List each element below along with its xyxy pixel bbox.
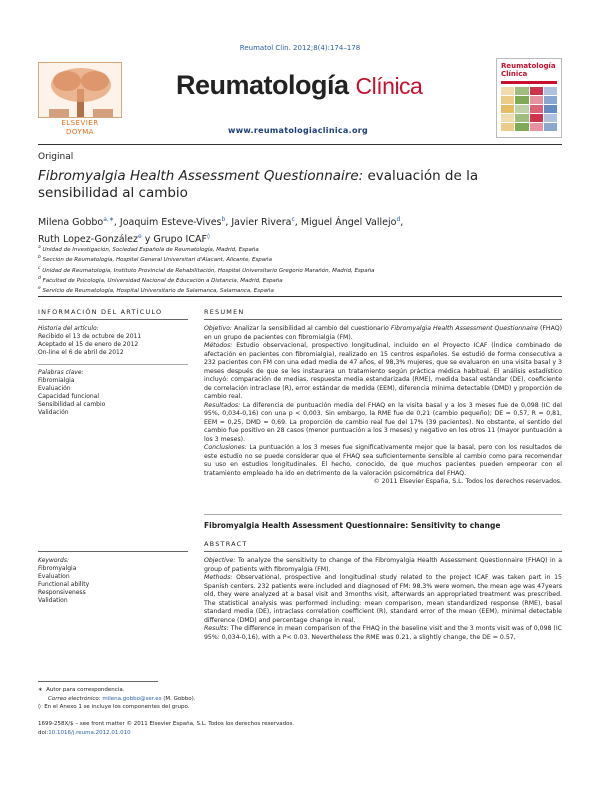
doi-line <box>38 729 294 738</box>
keywords-en-rule <box>38 551 188 552</box>
email-note <box>38 695 338 704</box>
cover-image-tile <box>515 123 528 131</box>
doi-label: doi: <box>38 729 49 736</box>
cover-image-tile <box>530 114 543 122</box>
journal-title <box>176 70 422 101</box>
footnotes <box>38 686 338 712</box>
keyword-item: Validación <box>38 409 69 416</box>
cover-image-tile <box>515 87 528 95</box>
authors <box>38 213 558 246</box>
article-history <box>38 325 178 357</box>
affiliation-text: Unidad de Investigación, Sociedad Española de Reumatología, Madrid, España <box>40 246 259 253</box>
author-separator: , <box>225 217 232 229</box>
cover-image-tile <box>544 114 557 122</box>
affiliation-marker: d <box>38 275 41 281</box>
cover-image-tile <box>515 114 528 122</box>
cover-image-tile <box>530 96 543 104</box>
objetivo-text-italic: Fibromyalgia Health Assessment Questionnaire <box>390 325 538 332</box>
cover-image-tile <box>530 123 543 131</box>
info-rule <box>38 319 188 320</box>
keywords-list <box>38 377 178 417</box>
masthead <box>38 58 562 142</box>
affiliation-item <box>38 244 562 254</box>
author-name: Miguel Ángel Vallejo <box>300 217 397 229</box>
cover-image-tile <box>501 123 514 131</box>
author-separator: , <box>294 217 301 229</box>
section-label: Original <box>38 152 74 162</box>
english-title: Fibromyalgia Health Assessment Questionnaire: Sensitivity to change <box>204 521 501 530</box>
cover-image-tile <box>501 105 514 113</box>
author-affiliation-marker[interactable]: ◊ <box>206 232 210 240</box>
footnote-rule <box>38 681 158 682</box>
email-label: Correo electrónico: <box>48 695 101 702</box>
cover-image-tile <box>515 105 528 113</box>
affiliations <box>38 244 562 296</box>
keywords-en-label: Keywords: <box>38 557 69 564</box>
publisher-name-line2: DOYMA <box>65 128 95 136</box>
keyword-item: Capacidad funcional <box>38 393 100 400</box>
resumen-resultados <box>204 402 562 445</box>
affiliation-text: Facultad de Psicología, Universidad Nacional de Educación a Distancia, Madrid, España <box>40 277 283 284</box>
abstract-body <box>204 557 562 642</box>
author-separator: , <box>400 217 404 229</box>
affiliation-item <box>38 265 562 275</box>
keyword-en-item: Functional ability <box>38 581 90 588</box>
keyword-item: Sensibilidad al cambio <box>38 401 106 408</box>
journal-name: Reumatología <box>176 70 349 100</box>
issn-line: 1699-258X/$ – see front matter © 2011 Elsevier España, S.L. Todos los derechos reservados. <box>38 721 295 727</box>
publisher-logo <box>38 62 122 136</box>
affiliation-text: Unidad de Reumatología, Instituto Provincial de Rehabilitación, Hospital Universitario Gregorio Marañón, Madrid, España <box>40 267 375 274</box>
resumen-metodos <box>204 342 562 402</box>
abstract-rule <box>204 551 562 552</box>
affiliation-item <box>38 254 562 264</box>
keyword-en-item: Validation <box>38 597 68 604</box>
keywords-en <box>38 557 178 605</box>
doi-link[interactable]: 10.1016/j.reuma.2012.01.010 <box>48 729 131 736</box>
resultados-label: Resultados: <box>204 401 241 409</box>
author-affiliation-marker[interactable]: c <box>291 216 295 223</box>
email-after: (M. Gobbo). <box>161 695 196 702</box>
author-name: Joaquim Esteve-Vives <box>119 217 222 229</box>
objetivo-text-post: (FHAQ) en un grupo de pacientes con fibromialgia (FM). <box>204 325 562 341</box>
article-title-italic: Fibromyalgia Health Assessment Questionnaire: <box>38 168 364 184</box>
abstract-objective <box>204 557 562 574</box>
group-text: En el Anexo 1 se incluye los componentes del grupo. <box>44 704 190 710</box>
cover-image-tile <box>544 105 557 113</box>
cover-image-tile <box>544 96 557 104</box>
cover-image-tile <box>501 114 514 122</box>
info-heading: INFORMACIÓN DEL ARTÍCULO <box>38 308 163 316</box>
authors-line-1 <box>38 213 558 230</box>
abstract-methods <box>204 574 562 625</box>
article-title <box>38 168 518 202</box>
conclusiones-label: Conclusiones: <box>204 444 247 451</box>
keyword-en-item: Responsiveness <box>38 589 86 596</box>
keywords-label: Palabras clave: <box>38 369 84 376</box>
abstract-results <box>204 625 562 642</box>
objetivo-text-pre: Analizar la sensibilidad al cambio del cuestionario <box>232 325 391 332</box>
author-name: Grupo ICAF <box>153 233 207 245</box>
masthead-rule <box>38 144 562 145</box>
cover-band <box>501 81 557 84</box>
objetivo-label: Objetivo: <box>204 325 233 332</box>
author-affiliation-marker[interactable]: b <box>221 216 226 223</box>
affiliation-text: Sección de Reumatología, Hospital General Universitari d'Alacant, Alicante, España <box>40 257 273 264</box>
publication-info <box>38 720 294 737</box>
affiliation-marker: a <box>38 245 41 250</box>
cover-image-tile <box>544 87 557 95</box>
corresponding-author-note <box>38 686 338 695</box>
journal-cover-thumbnail <box>496 58 562 138</box>
affiliation-text: Servicio de Reumatología, Hospital Universitario de Salamanca, Salamanca, España <box>40 288 274 295</box>
author-affiliation-marker[interactable]: d <box>396 216 401 223</box>
resumen-objetivo <box>204 325 562 342</box>
email-link[interactable]: milena.gobbo@ser.es <box>102 695 162 702</box>
author-name: Javier Rivera <box>231 217 292 229</box>
keyword-en-item: Fibromyalgia <box>38 565 77 572</box>
resumen-conclusiones <box>204 444 562 478</box>
abstract-heading: ABSTRACT <box>204 540 248 548</box>
cover-title-line2: Clínica <box>501 70 528 78</box>
journal-name-sub: Clínica <box>355 73 423 99</box>
cover-image-tile <box>515 96 528 104</box>
resumen-body <box>204 325 562 487</box>
methods-label: Methods: <box>204 574 233 581</box>
article-title-rest: evaluación de la sensibilidad al cambio <box>38 168 479 201</box>
journal-url[interactable]: www.reumatologiaclinica.org <box>228 126 369 135</box>
objective-label: Objective: <box>204 557 236 564</box>
online-date: On-line el 6 de abril de 2012 <box>38 349 124 356</box>
conclusiones-text: La puntuación a los 3 meses fue significativamente mejor que la basal, pero con los resultados de este estudio no se puede considerar que el FHAQ sea suficientemente sensible al cambio como para recomendar su uso en estudios longitudinales. El hecho, conocido, de que muchos pacientes pueden empeorar con el tratamiento empleado ha ido en detrimento de la valoración psicométrica del FHAQ. <box>204 444 562 477</box>
resumen-heading: RESUMEN <box>204 308 245 316</box>
corresponding-text: Autor para correspondencia. <box>46 687 125 693</box>
results-label: Results: <box>204 625 229 632</box>
author-separator: y <box>141 233 154 245</box>
keyword-en-item: Evaluation <box>38 573 70 580</box>
history-rule <box>38 364 188 365</box>
metodos-text: Estudio observacional, prospectivo longitudinal, incluido en el Proyecto ICAF (Índice combinado de afectación en pacientes con fibromialgia), realizado en 15 centros españoles. Se estudió de forma consecutiva a 232 pacientes con FM con una edad media de 47 años, el 98,3% mujeres, que se evaluaron en una visita basal y 3 meses después de que se les instaurara un tratamiento según práctica médica habitual. El análisis estadístico incluyó: comparación de medias, respuesta media estandarizada (RME), medida basal estándar (DE), coeficiente de correlación intraclase (R), error estándar de medida (EEM), diferencia mínima detectable (DMD) y proporción de cambio real. <box>204 342 562 400</box>
resultados-text: La diferencia de puntuación media del FHAQ en la visita basal y a los 3 meses fue de 0,098 (IC del 95%, 0,034-0,16) con una p < 0,003. Sin embargo, la RME fue de 0,21 (cambio pequeño); DE = 0,57, R = 0,81, EEM = 0,25, DMD = 0,69. La proporción de cambio real fue del 17% (39 pacientes). No obstante, el sentido del cambio fue positivo en 28 casos (menor puntuación a los 3 meses) y negativo en los otros 11 (mayor puntuación a los 3 meses). <box>204 401 562 443</box>
english-section-rule <box>204 514 562 515</box>
affiliation-marker: e <box>38 286 41 292</box>
publisher-name-line1: ELSEVIER <box>61 119 99 127</box>
corresponding-marker: ∗ <box>38 687 43 693</box>
keywords-en-list <box>38 565 178 605</box>
cover-title-line1: Reumatología <box>501 62 556 70</box>
keyword-item: Evaluación <box>38 385 71 392</box>
cover-image-tile <box>501 96 514 104</box>
affiliations-rule <box>38 296 562 297</box>
metodos-label: Métodos: <box>204 342 233 349</box>
elsevier-tree-icon <box>38 62 122 118</box>
affiliation-marker: b <box>38 255 41 261</box>
affiliation-item <box>38 275 562 285</box>
affiliation-marker: c <box>38 265 41 271</box>
author-name: Milena Gobbo <box>38 217 104 229</box>
author-name: Ruth Lopez-González <box>38 233 139 245</box>
received-date: Recibido el 13 de octubre de 2011 <box>38 333 142 340</box>
cover-image-grid <box>501 87 557 131</box>
accepted-date: Aceptado el 15 de enero de 2012 <box>38 341 139 348</box>
journal-citation[interactable]: Reumatol Clin. 2012;8(4):174–178 <box>239 44 361 52</box>
author-affiliation-marker[interactable]: e <box>138 232 142 240</box>
cover-image-tile <box>530 87 543 95</box>
results-text: The difference in mean comparison of the FHAQ in the baseline visit and the 3 monts visit was of 0,098 (IC 95%: 0,034-0,16), with a P< 0.03. Nevertheless the RME was 0.21, a slightly change, the DE = 0.57, <box>204 625 562 641</box>
resumen-rule <box>204 319 562 320</box>
cover-image-tile <box>530 105 543 113</box>
group-note <box>38 703 338 712</box>
keywords-es <box>38 369 178 417</box>
history-label: Historia del artículo: <box>38 325 99 332</box>
author-affiliation-marker[interactable]: a,∗ <box>103 216 114 223</box>
methods-text: Observational, prospective and longitudinal study related to the project ICAF was taken part in 15 Spanish centers. 232 patients were included and diagnosed of FM: 98.3% were women, the mean age was 47years old, they were analyzed at a basal visit and 3months visit, afterwards an appropriated treatment was prescribed. The statistical analysis was performed including: mean comparison, mean standardized response (RME), basal standard media (DE), intraclass correlation coefficient (R), standard error of the mean (EEM), minimal detectable difference (DMD) and percentage change in real. <box>204 574 562 624</box>
cover-image-tile <box>501 87 514 95</box>
keyword-item: Fibromialgia <box>38 377 75 384</box>
affiliation-item <box>38 285 562 295</box>
author-separator: , <box>113 217 120 229</box>
resumen-copyright: © 2011 Elsevier España, S.L. Todos los derechos reservados. <box>373 478 562 485</box>
group-marker: ◊ <box>38 704 41 710</box>
cover-image-tile <box>544 123 557 131</box>
objective-text: To analyze the sensitivity to change of the Fibromyalgia Health Assessment Questionnaire (FHAQ) in a group of patients with fibromyalgia (FM). <box>204 557 562 573</box>
